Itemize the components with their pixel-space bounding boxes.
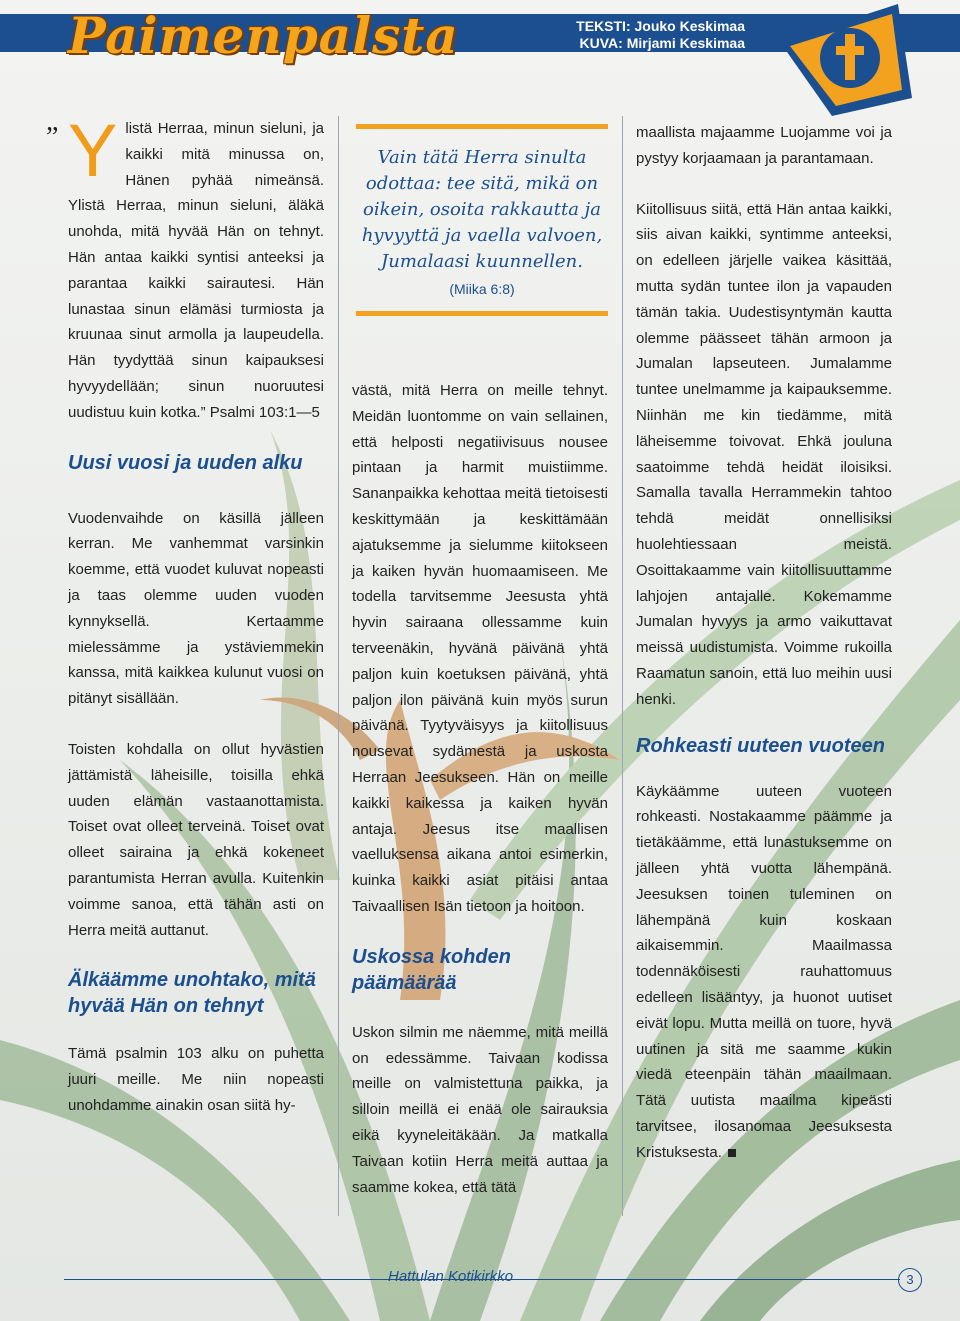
column-2 [352, 378, 608, 1200]
paragraph: västä, mitä Herra on meille tehnyt. Meidän luontomme on vain sellainen, että helposti negatiivisuus nousee pintaan ja harmit muistiimme. Sananpaikka kehottaa meitä tietoisesti keskittymään ja keskittämään ajatuksemme ja sielumme kiitokseen ja kaiken hyvän huomaamiseen. Me todella tarvitsemme Jeesusta yhtä hyvin sairaana ollessamme kuin terveenäkin, hyvänä päivänä yhtä paljon kuin koetuksen päivänä, yhtä paljon ilon päivänä kuin myös surun päivänä. Tyytyväisyys ja kiitollisuus nousevat sydämestä ja uskosta Herraan Jeesukseen. Hän on meille kaikki kaikessa ja kaiken hyvän antaja. Jeesus itse maallisen vaelluksensa aikana antoi esimerkin, kuinka kaikki asiat pitäisi antaa Taivaallisen Isän tietoon ja hoitoon. [352, 382, 608, 915]
paragraph: Tämä psalmin 103 alku on puhetta juuri meille. Me niin nopeasti unohdamme ainakin osan siitä hy- [68, 1045, 324, 1114]
pull-quote-reference: (Miika 6:8) [449, 281, 515, 297]
drop-cap: Y [68, 109, 118, 192]
heading-remember: Älkäämme unohtako, mitä hyvää Hän on tehnyt [68, 969, 316, 1018]
page-number: 3 [898, 1268, 922, 1292]
final-paragraph-text: Käykäämme uuteen vuoteen rohkeasti. Nostakaamme päämme ja tietäkäämme, että lunastuksemme on jälleen yhtä vuotta lähempänä. Jeesuksen toinen tuleminen on lähempänä kuin koskaan aikaisemmin. Maailmassa todennäköisesti rauhattomuus edelleen lisääntyy, ja huonot uutiset eivät lopu. Mutta meillä on tuore, hyvä uutinen ja sitä me saamme kukin viedä eteenpäin tähän maailmaan. Tätä uutista maailma kipeästi tarvitsee, ilosanomaa Jeesuksesta Kristuksesta. [636, 782, 892, 1161]
pull-quote-rule [356, 311, 608, 316]
credit-photo: KUVA: Mirjami Keskimaa [579, 35, 745, 51]
credit-text: TEKSTI: Jouko Keskimaa [576, 18, 745, 34]
publication-name: Hattulan Kotikirkko [388, 1268, 514, 1285]
psalm-body: listä Herraa, minun sieluni, ja kaikki mitä minussa on, Hänen pyhää nimeänsä. Ylistä Herraa, minun sieluni, äläkä unohda, mitä hyvää Hän on tehnyt. Hän antaa kaikki syntisi anteeksi ja parantaa kaikki sairautesi. Hän lunastaa sinun elämäsi turmiosta ja kruunaa sinut armolla ja laupeudella. Hän tyydyttää sinun kaipauksesi hyvyydellään; sinun nuoruutesi uudistuu kuin kotka.” Psalmi 103:1—5 [68, 120, 324, 421]
paragraph: maallista majaamme Luojamme voi ja pystyy korjaamaan ja parantamaan. [636, 124, 892, 167]
section-title: Paimenpalsta [68, 6, 459, 65]
paragraph: Uskon silmin me näemme, mitä meillä on edessämme. Taivaan kodissa meille on valmistettuna paikka, ja silloin meillä ei enää ole sairauksia eikä kyyneleitäkään. Ja matkalla Taivaan kotiin Herra meitä auttaa ja saamme kokea, että tätä [352, 1023, 608, 1196]
pull-quote-text: Vain tätä Herra sinulta odottaa: tee sitä, mikä on oikein, osoita rakkautta ja hyvyyttä ja vaella valvoen, Jumalaasi kuunnellen. [361, 147, 603, 272]
paragraph: Vuodenvaihde on käsillä jälleen kerran. Me vanhemmat varsinkin koemme, että vuodet kuluvat nopeasti ja taas olemme uuden vuoden kynnyksellä. Kertaamme mielessämme ja ystäviemmekin kanssa, mitä kaikkea kulunut vuosi on pitänyt sisällään. [68, 509, 324, 708]
church-cross-logo-icon [778, 0, 918, 118]
pull-quote [356, 124, 608, 316]
column-divider [622, 116, 623, 1216]
psalm-text [68, 109, 324, 426]
column-1 [68, 109, 324, 1119]
quote-mark: ” [46, 122, 59, 153]
paragraph: Kiitollisuus siitä, että Hän antaa kaikki, siis aivan kaikki, syntimme anteeksi, on edelleen järjelle vaikea käsittää, mutta sydän tuntee ilon ja vapauden tämän takia. Uudestisyntymän kautta olemme päässeet tähän armoon ja Jumalan lapseuteen. Jumalamme tuntee unelmamme ja kaipauksemme. Niinhän me kin tiedämme, mitä läheisemme toivovat. Ehkä jouluna saatoimme tehdä heidät iloisiksi. Samalla tavalla Herrammekin tahtoo tehdä meidät onnellisiksi huolehtiessaan meistä. Osoittakaamme vain kiitollisuuttamme lahjojen antajalle. Kokemamme Jumalan hyvyys ja armo vaikuttavat meissä uudistumista. Voimme rukoilla Raamatun sanoin, että luo meihin uusi henki. [636, 200, 892, 708]
paragraph: Toisten kohdalla on ollut hyvästien jättämistä läheisille, toisilla ehkä uuden elämän vastaanottamista. Toiset ovat olleet terveinä. Toiset ovat olleet sairaina ja ehkä kokeneet parantumista Herran avulla. Kuitenkin voimme sanoa, että tähän asti on Herra meitä auttanut. [68, 740, 324, 939]
pull-quote-rule [356, 124, 608, 129]
end-mark-icon [728, 1149, 736, 1157]
column-3 [636, 120, 892, 1165]
credits [576, 18, 745, 52]
heading-boldly: Rohkeasti uuteen vuoteen [636, 734, 885, 757]
column-divider [338, 116, 339, 1216]
heading-faith: Uskossa kohden päämäärää [352, 945, 511, 994]
heading-new-year: Uusi vuosi ja uuden alku [68, 451, 303, 474]
paragraph [636, 779, 892, 1166]
